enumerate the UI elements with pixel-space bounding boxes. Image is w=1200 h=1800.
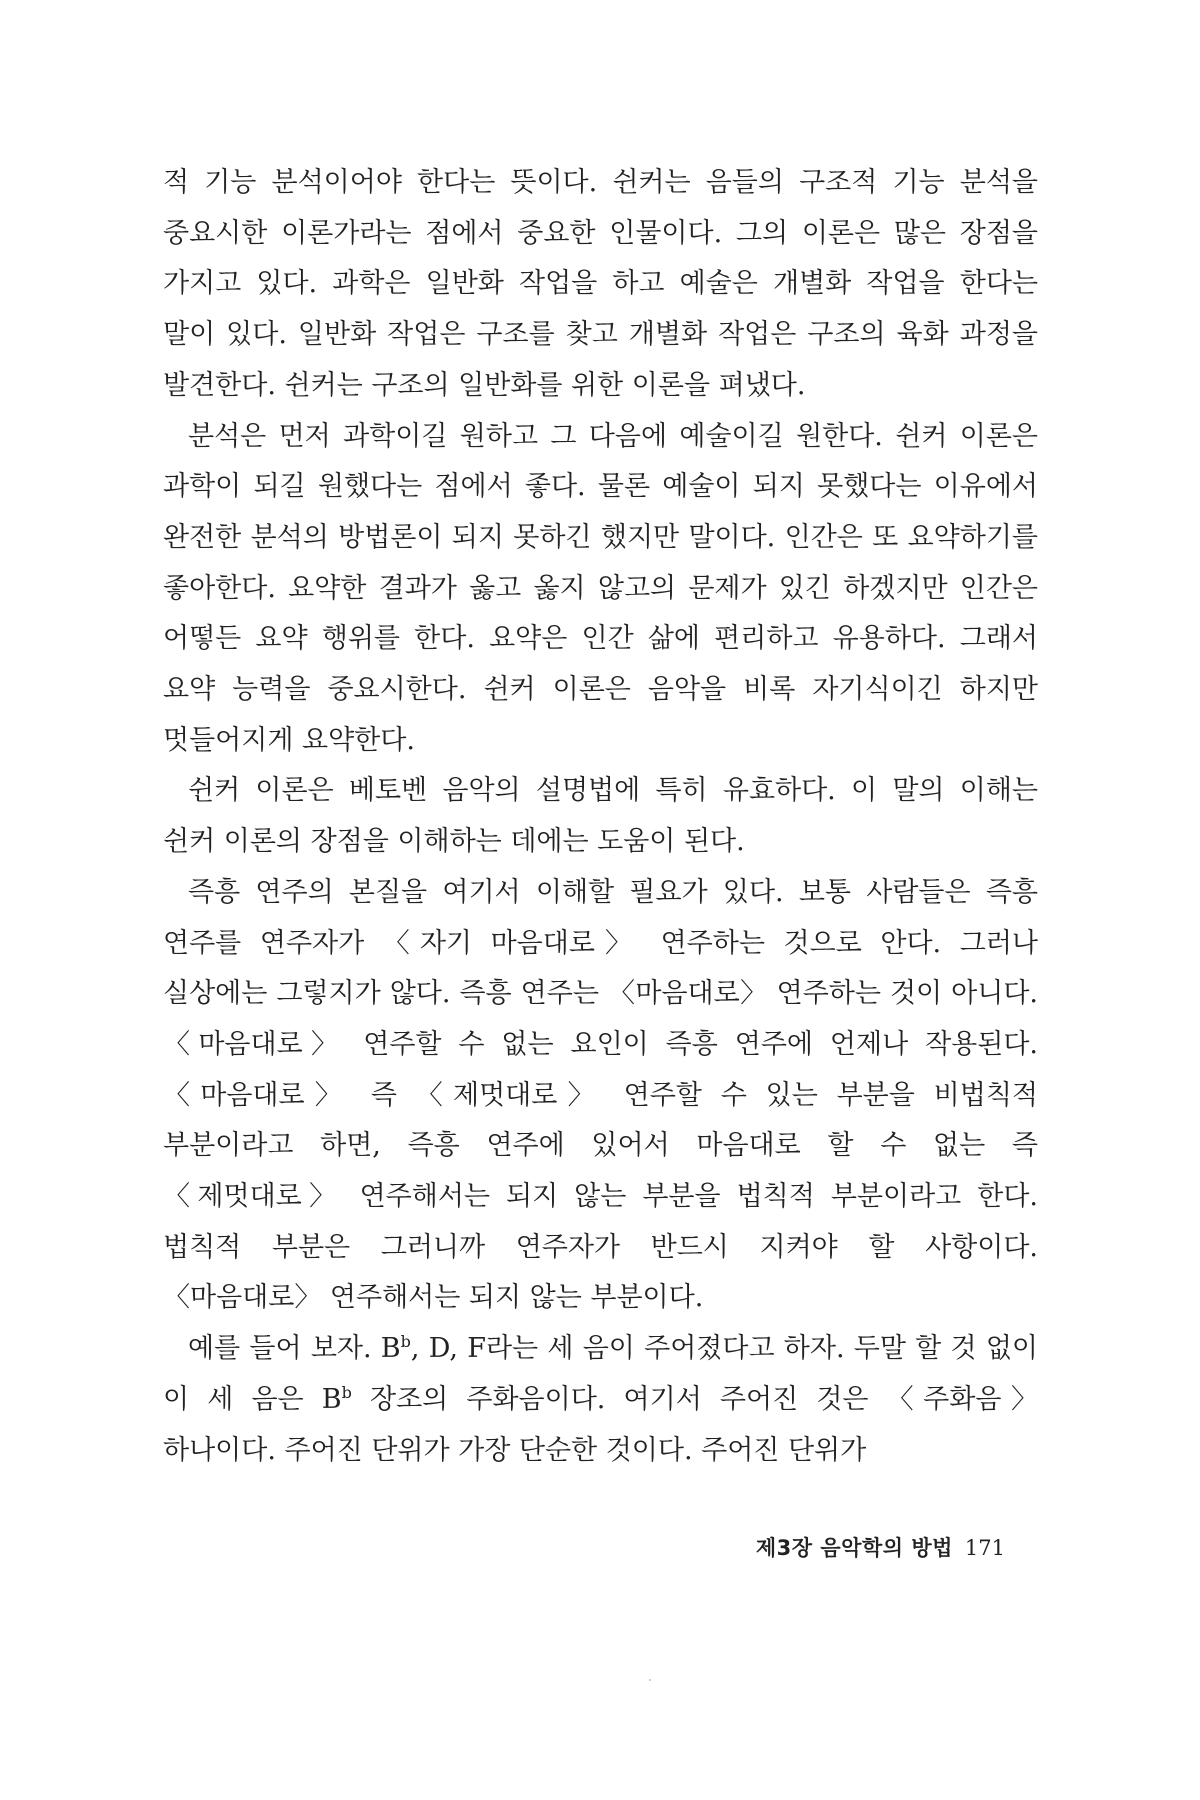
paragraph-5-part-c: 장조의 주화음이다. 여기서 주어진 것은 〈주화음〉 하나이다. 주어진 단위가 가장 단순한 것이다. 주어진 단위가 xyxy=(163,1383,1038,1466)
paragraph-5-part-a: 예를 들어 보자. B xyxy=(188,1333,401,1365)
paragraph-5 xyxy=(163,1324,1038,1476)
paragraph-1: 적 기능 분석이어야 한다는 뜻이다. 쉰커는 음들의 구조적 기능 분석을 중요시한 이론가라는 점에서 중요한 인물이다. 그의 이론은 많은 장점을 가지고 있다. 과학은 일반화 작업을 하고 예술은 개별화 작업을 한다는 말이 있다. 일반화 작업은 구조를 찾고 개별화 작업은 구조의 육화 과정을 발견한다. 쉰커는 구조의 일반화를 위한 이론을 펴냈다. xyxy=(163,167,1038,401)
paragraph-3: 쉰커 이론은 베토벤 음악의 설명법에 특히 유효하다. 이 말의 이해는 쉰커 이론의 장점을 이해하는 데에는 도움이 된다. xyxy=(163,775,1038,858)
flat-sign-2: b xyxy=(341,1382,352,1402)
page-number: 171 xyxy=(964,1536,1005,1560)
body-text xyxy=(163,158,1038,1476)
paragraph-4: 즉흥 연주의 본질을 여기서 이해할 필요가 있다. 보통 사람들은 즉흥 연주를 연주자가 〈자기 마음대로〉 연주하는 것으로 안다. 그러나 실상에는 그렇지가 않다. 즉흥 연주는 〈마음대로〉 연주하는 것이 아니다. 〈마음대로〉 연주할 수 없는 요인이 즉흥 연주에 언제나 작용된다. 〈마음대로〉 즉 〈제멋대로〉 연주할 수 있는 부분을 비법칙적 부분이라고 하면, 즉흥 연주에 있어서 마음대로 할 수 없는 즉 〈제멋대로〉 연주해서는 되지 않는 부분을 법칙적 부분이라고 한다. 법칙적 부분은 그러니까 연주자가 반드시 지켜야 할 사항이다. 〈마음대로〉 연주해서는 되지 않는 부분이다. xyxy=(163,876,1038,1314)
running-footer xyxy=(756,1532,1005,1562)
chapter-title: 제3장 음악학의 방법 xyxy=(755,1536,953,1560)
paragraph-5-part-b: , D, F라는 세 음이 주어졌다고 하자. 두말 할 것 없이 이 세 음은 B xyxy=(163,1333,1038,1415)
flat-sign-1: b xyxy=(400,1332,411,1352)
paragraph-2: 분석은 먼저 과학이길 원하고 그 다음에 예술이길 원한다. 쉰커 이론은 과학이 되길 원했다는 점에서 좋다. 물론 예술이 되지 못했다는 이유에서 완전한 분석의 방법론이 되지 못하긴 했지만 말이다. 인간은 또 요약하기를 좋아한다. 요약한 결과가 옳고 옳지 않고의 문제가 있긴 하겠지만 인간은 어떻든 요약 행위를 한다. 요약은 인간 삶에 편리하고 유용하다. 그래서 요약 능력을 중요시한다. 쉰커 이론은 음악을 비록 자기식이긴 하지만 멋들어지게 요약한다. xyxy=(163,420,1038,756)
scan-speck xyxy=(649,1679,651,1681)
